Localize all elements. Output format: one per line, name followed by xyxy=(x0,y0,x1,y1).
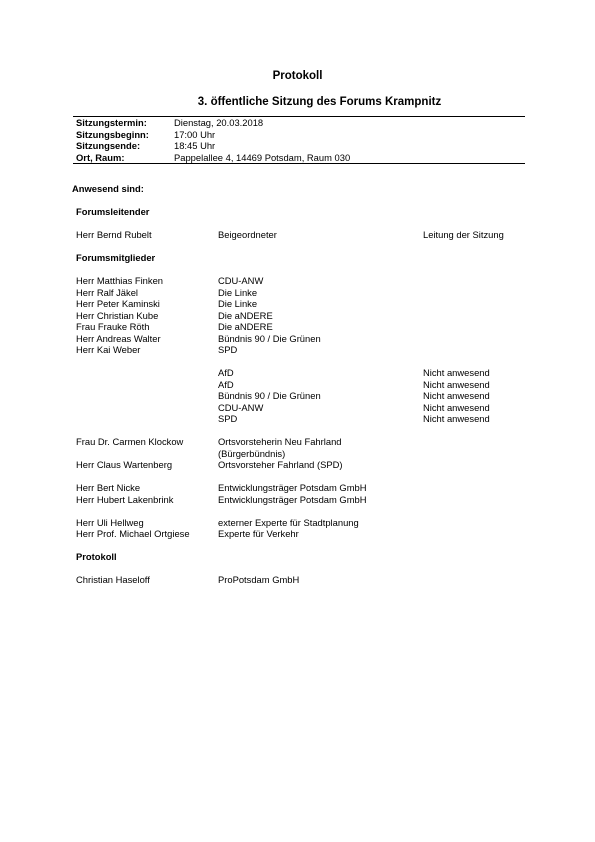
meta-label: Ort, Raum: xyxy=(76,151,125,163)
party-name: Bündnis 90 / Die Grünen xyxy=(218,390,321,401)
party-name: CDU-ANW xyxy=(218,401,264,413)
meta-bottom-rule xyxy=(73,163,525,164)
meta-value: Pappelallee 4, 14469 Potsdam, Raum 030 xyxy=(174,151,351,163)
person-role: Die Linke xyxy=(218,286,258,298)
section-heading-protokoll: Protokoll xyxy=(76,551,117,562)
section-heading-mitglieder: Forumsmitglieder xyxy=(76,252,156,263)
person-name: Herr Kai Weber xyxy=(76,344,141,355)
person-role: Ortsvorsteherin Neu Fahrland xyxy=(218,436,342,447)
attendance-heading: Anwesend sind: xyxy=(72,183,144,194)
person-name: Herr Peter Kaminski xyxy=(76,298,160,309)
absence-note: Nicht anwesend xyxy=(423,378,490,390)
person-name: Frau Frauke Röth xyxy=(76,321,150,332)
party-name: AfD xyxy=(218,378,234,390)
person-name: Herr Bert Nicke xyxy=(76,482,141,493)
person-role: Bündnis 90 / Die Grünen xyxy=(218,332,321,344)
person-name: Herr Prof. Michael Ortgiese xyxy=(76,528,190,539)
person-name: Christian Haseloff xyxy=(76,574,150,585)
person-note: Leitung der Sitzung xyxy=(423,229,504,240)
person-name: Frau Dr. Carmen Klockow xyxy=(76,436,184,447)
person-name: Herr Claus Wartenberg xyxy=(76,459,173,470)
person-name: Herr Uli Hellweg xyxy=(76,516,144,528)
meta-value: 18:45 Uhr xyxy=(174,140,216,151)
doc-subtitle: 3. öffentliche Sitzung des Forums Krampnitz xyxy=(197,96,442,108)
person-role: externer Experte für Stadtplanung xyxy=(218,516,359,528)
meta-label: Sitzungsende: xyxy=(76,140,141,151)
person-role: Die Linke xyxy=(218,298,258,309)
person-name: Herr Christian Kube xyxy=(76,309,159,321)
meta-label: Sitzungstermin: xyxy=(76,117,147,128)
absence-note: Nicht anwesend xyxy=(423,413,490,424)
person-role: SPD xyxy=(218,344,238,355)
person-name: Herr Ralf Jäkel xyxy=(76,286,138,298)
person-role: Die aNDERE xyxy=(218,321,273,332)
person-role: Entwicklungsträger Potsdam GmbH xyxy=(218,493,367,505)
section-heading-leitung: Forumsleitender xyxy=(76,206,150,217)
meta-label: Sitzungsbeginn: xyxy=(76,128,149,140)
person-role: CDU-ANW xyxy=(218,275,264,286)
person-role: Ortsvorsteher Fahrland (SPD) xyxy=(218,459,343,470)
absence-note: Nicht anwesend xyxy=(423,390,490,401)
meta-value: 17:00 Uhr xyxy=(174,128,216,140)
person-role: Beigeordneter xyxy=(218,229,277,240)
absence-note: Nicht anwesend xyxy=(423,367,490,378)
person-role: ProPotsdam GmbH xyxy=(218,574,300,585)
person-role-continued: (Bürgerbündnis) xyxy=(218,447,286,459)
party-name: SPD xyxy=(218,413,238,424)
absence-note: Nicht anwesend xyxy=(423,401,490,413)
meta-value: Dienstag, 20.03.2018 xyxy=(174,117,264,128)
doc-title: Protokoll xyxy=(272,70,323,82)
party-name: AfD xyxy=(218,367,234,378)
person-role: Entwicklungsträger Potsdam GmbH xyxy=(218,482,367,493)
person-role: Experte für Verkehr xyxy=(218,528,299,539)
person-name: Herr Hubert Lakenbrink xyxy=(76,493,174,505)
person-name: Herr Matthias Finken xyxy=(76,275,164,286)
person-name: Herr Andreas Walter xyxy=(76,332,161,344)
person-role: Die aNDERE xyxy=(218,309,273,321)
person-name: Herr Bernd Rubelt xyxy=(76,229,152,240)
